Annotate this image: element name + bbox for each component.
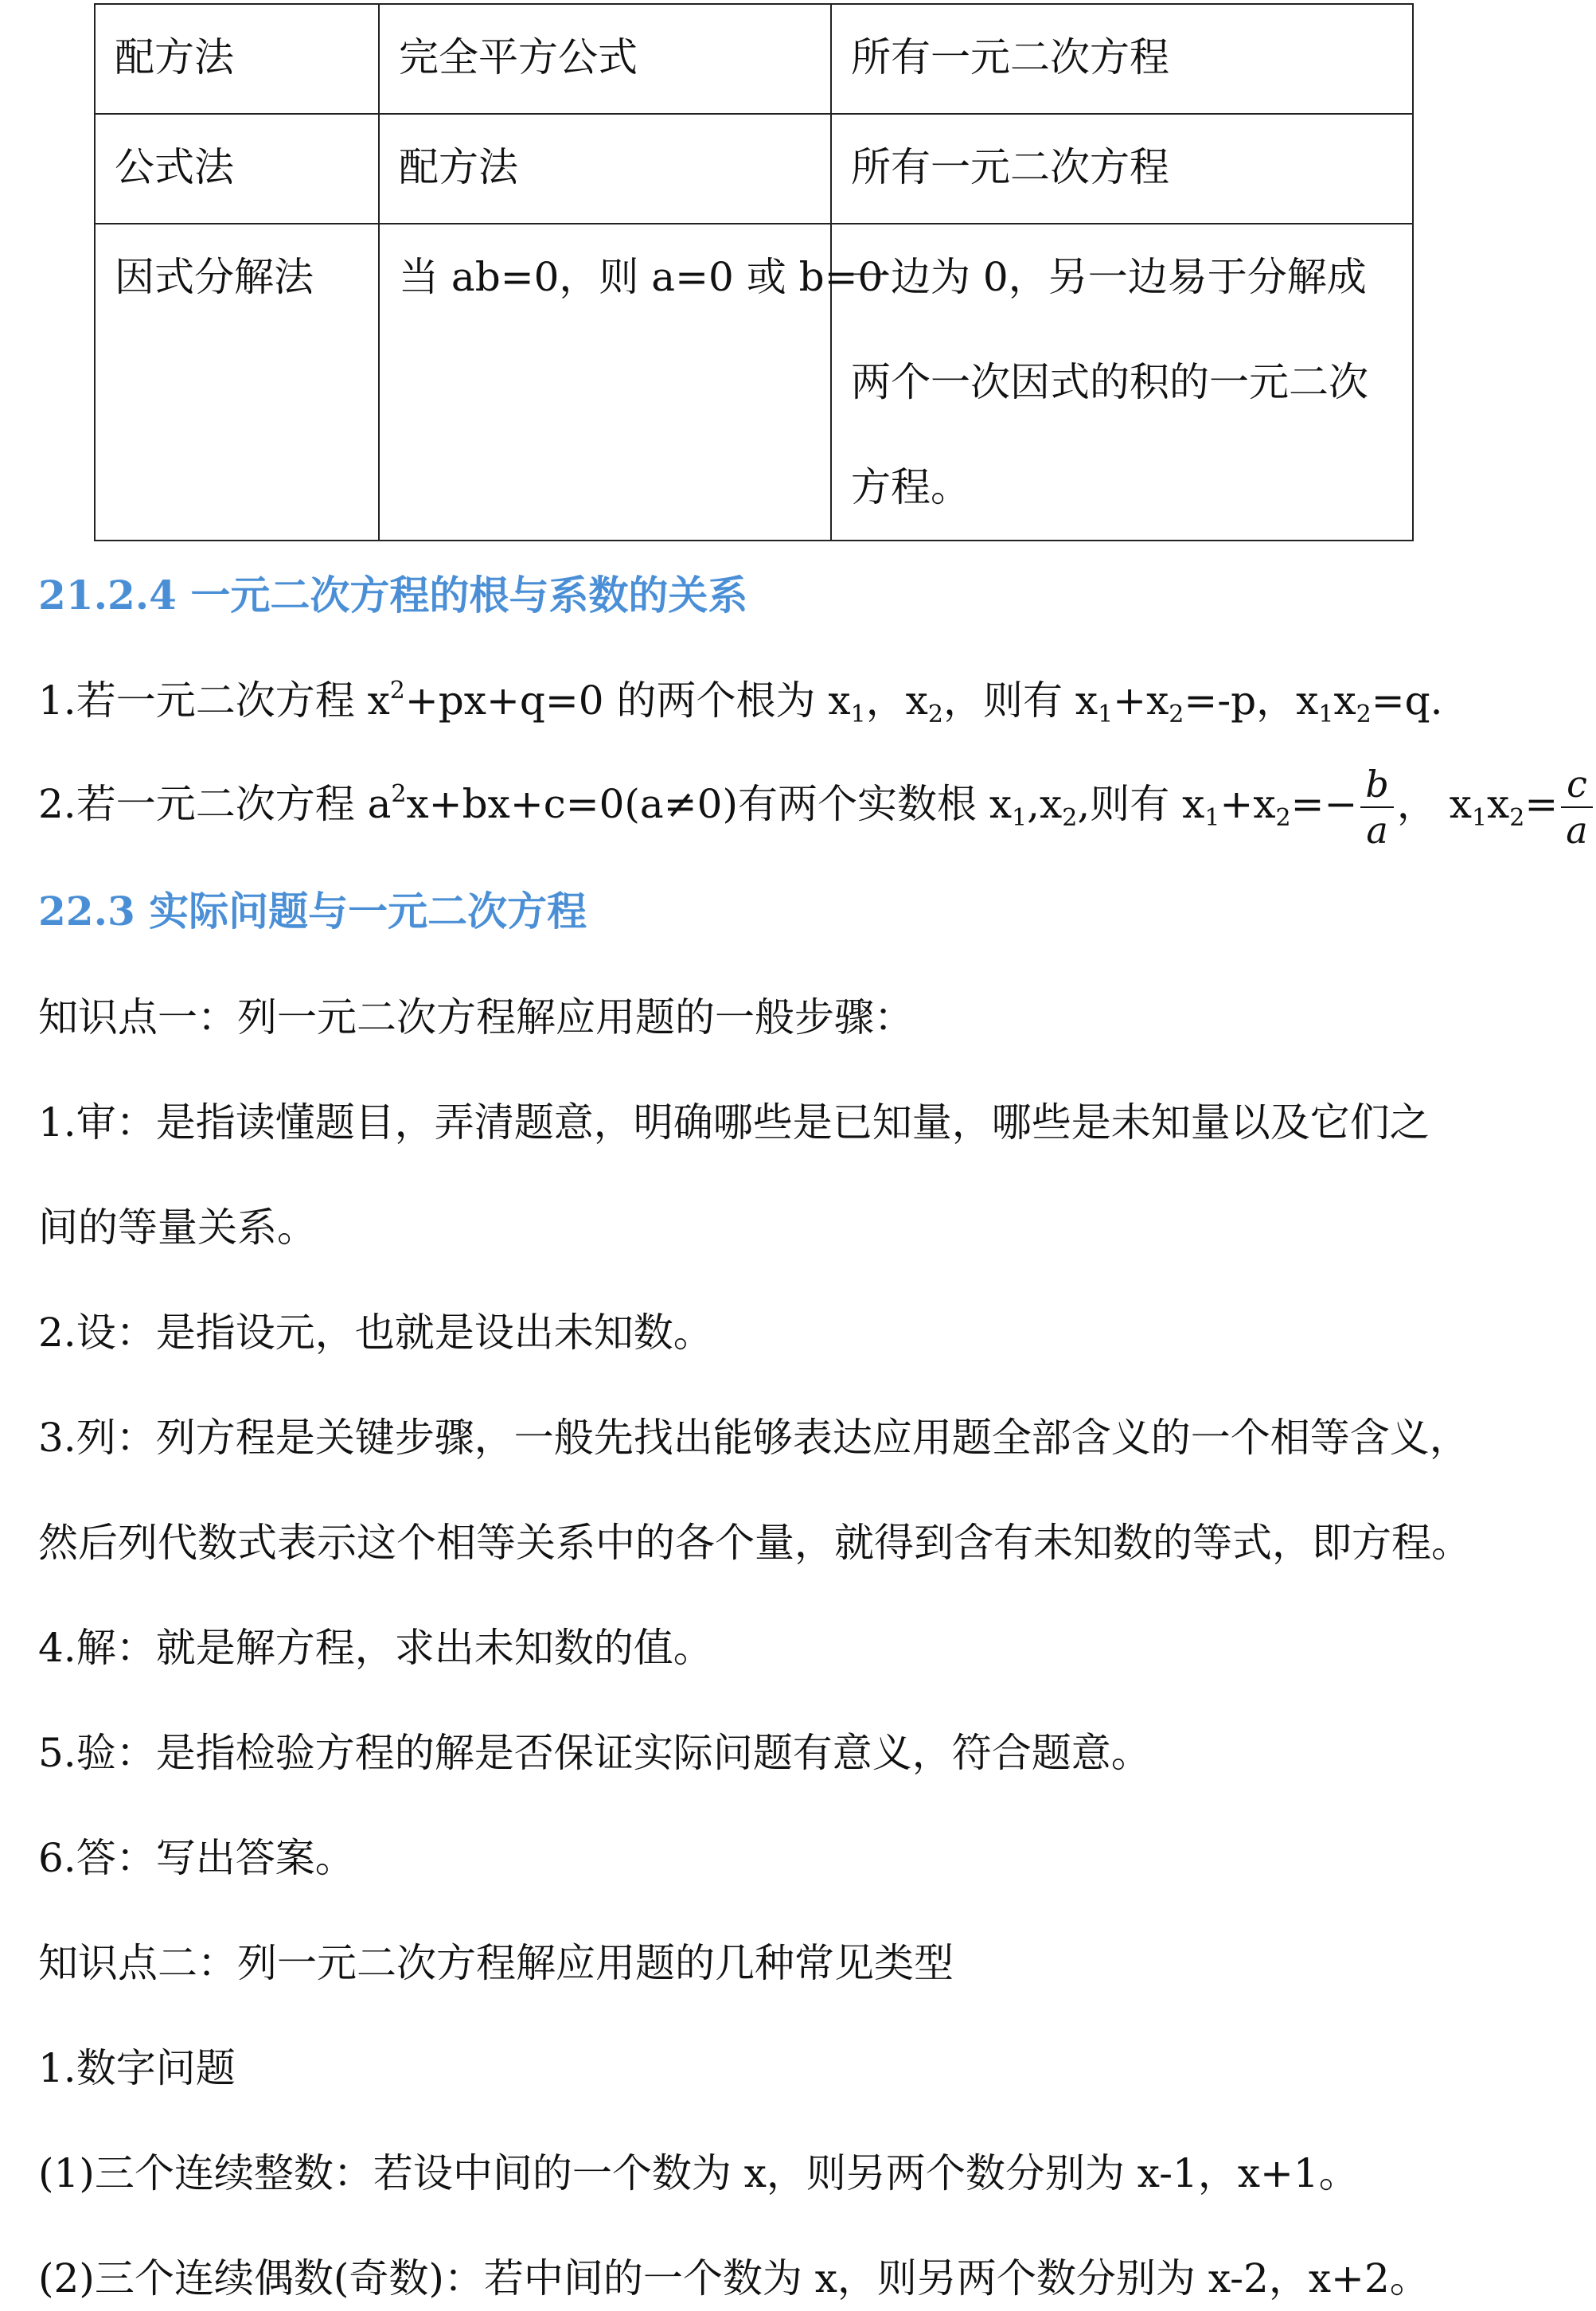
table-row	[95, 114, 1413, 224]
table-row	[95, 224, 1413, 541]
fraction-c-over-a: $\frac{c}{a}$	[1561, 762, 1592, 853]
table-cell: 完全平方公式	[379, 4, 831, 114]
table-cell: 公式法	[95, 114, 379, 224]
table-cell: 所有一元二次方程	[831, 114, 1413, 224]
table-cell: 因式分解法	[95, 224, 379, 541]
formula-line-2: 2.若一元二次方程 $a^2x+bx+c=0(a\ne 0)$有两个实数根 $x_1,x_2$,则有 $x_1+x_2=-$ $\frac{b}{a}$ ， $x_1x_2=$ $\frac{c}{a}$	[38, 756, 1596, 853]
step-5: 5.验：是指检验方程的解是否保证实际问题有意义，符合题意。	[38, 1730, 1151, 1776]
table-cell: 所有一元二次方程	[831, 4, 1413, 114]
type-1-item-1: (1)三个连续整数：若设中间的一个数为 x，则另两个数分别为 x-1，x+1。	[38, 2150, 1359, 2196]
section-heading-21-2-4: 21.2.4 一元二次方程的根与系数的关系	[38, 572, 748, 619]
cell-line: 两个一次因式的积的一元二次	[851, 359, 1368, 405]
formula-line-1: 1.若一元二次方程 $x^2+px+q=0$ 的两个根为 $x_1$，$x_2$，则有 $x_1+x_2=-p$，$x_1x_2=q$.	[38, 677, 1443, 728]
fraction-b-over-a: $\frac{b}{a}$	[1360, 762, 1393, 853]
step-1-line-b: 间的等量关系。	[38, 1204, 317, 1251]
step-6: 6.答：写出答案。	[38, 1835, 355, 1881]
table-row	[95, 4, 1413, 114]
knowledge-point-1-title: 知识点一：列一元二次方程解应用题的一般步骤：	[38, 994, 914, 1040]
table-cell	[831, 224, 1413, 541]
knowledge-point-2-title: 知识点二：列一元二次方程解应用题的几种常见类型	[38, 1940, 954, 1986]
table-cell: 当 ab=0，则 a=0 或 b=0	[379, 224, 831, 541]
table-cell: 配方法	[95, 4, 379, 114]
step-3-line-a: 3.列：列方程是关键步骤，一般先找出能够表达应用题全部含义的一个相等含义，	[38, 1415, 1469, 1461]
step-3-line-b: 然后列代数式表示这个相等关系中的各个量，就得到含有未知数的等式，即方程。	[38, 1520, 1471, 1566]
table-cell: 配方法	[379, 114, 831, 224]
type-1-item-2: (2)三个连续偶数(奇数)：若中间的一个数为 x，则另两个数分别为 x-2，x+2。	[38, 2255, 1430, 2301]
step-4: 4.解：就是解方程，求出未知数的值。	[38, 1625, 713, 1671]
step-2: 2.设：是指设元，也就是设出未知数。	[38, 1310, 713, 1356]
solution-methods-table	[94, 3, 1414, 541]
cell-line: 一边为 0，另一边易于分解成	[851, 254, 1367, 300]
cell-line: 方程。	[851, 464, 970, 510]
step-1-line-a: 1.审：是指读懂题目，弄清题意，明确哪些是已知量，哪些是未知量以及它们之	[38, 1099, 1430, 1146]
type-1-title: 1.数字问题	[38, 2045, 236, 2091]
section-heading-22-3: 22.3 实际问题与一元二次方程	[38, 888, 587, 935]
